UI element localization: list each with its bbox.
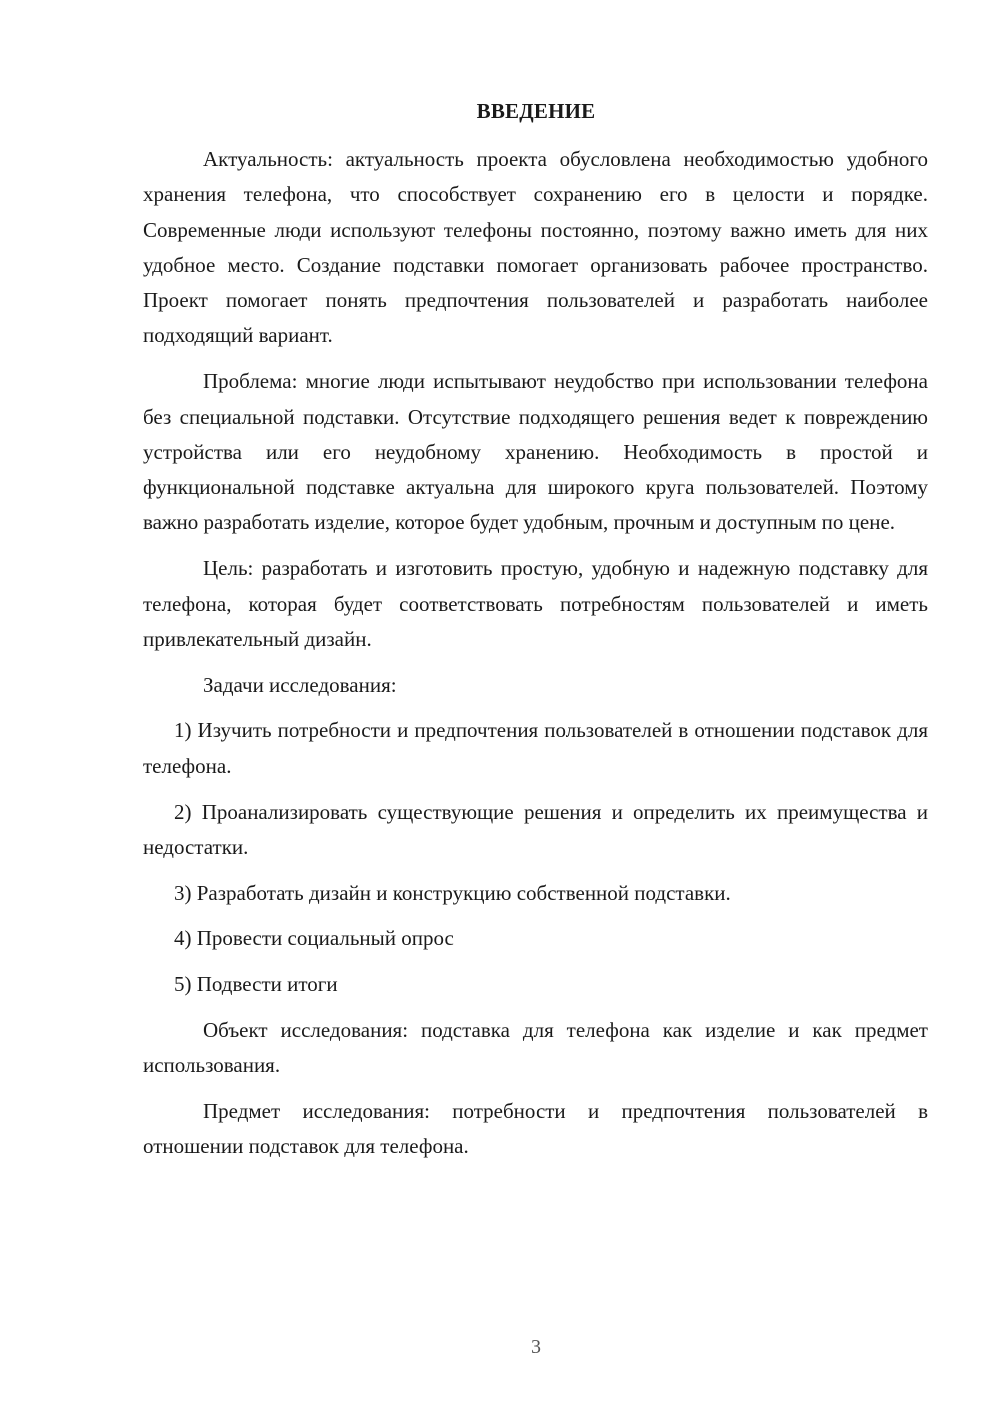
paragraph-research-object: Объект исследования: подставка для телефона как изделие и как предмет использования. [143,1018,928,1078]
paragraph-problem: Проблема: многие люди испытывают неудобство при использовании телефона без специальной подставки. Отсутствие подходящего решения ведет к повреждению устройства или его неудобному хранению. Необходимость в простой и функциональной подставке актуальна для широкого круга пользователей. Поэтому важно разработать изделие, которое будет удобным, прочным и доступным по цене. [143,369,928,535]
task-item-5: 5) Подвести итоги [174,972,338,997]
paragraph-goal: Цель: разработать и изготовить простую, удобную и надежную подставку для телефона, которая будет соответствовать потребностям пользователей и иметь привлекательный дизайн. [143,556,928,651]
task-item-3: 3) Разработать дизайн и конструкцию собственной подставки. [174,880,731,905]
task-item-4: 4) Провести социальный опрос [174,926,454,951]
page-number: 3 [531,1336,541,1358]
task-item-1: 1) Изучить потребности и предпочтения пользователей в отношении подставок для телефона. [143,718,928,778]
task-item-2: 2) Проанализировать существующие решения и определить их преимущества и недостатки. [143,799,928,859]
paragraph-research-subject: Предмет исследования: потребности и предпочтения пользователей в отношении подставок для телефона. [143,1099,928,1159]
paragraph-relevance: Актуальность: актуальность проекта обусловлена необходимостью удобного хранения телефона, что способствует сохранению его в целости и порядке. Современные люди используют телефоны постоянно, поэтому важно иметь для них удобное место. Создание подставки помогает организовать рабочее пространство. Проект помогает понять предпочтения пользователей и разработать наиболее подходящий вариант. [143,147,928,348]
section-title: ВВЕДЕНИЕ [476,99,596,123]
section-body [143,142,928,1175]
paragraph-tasks-heading: Задачи исследования: [203,672,397,697]
